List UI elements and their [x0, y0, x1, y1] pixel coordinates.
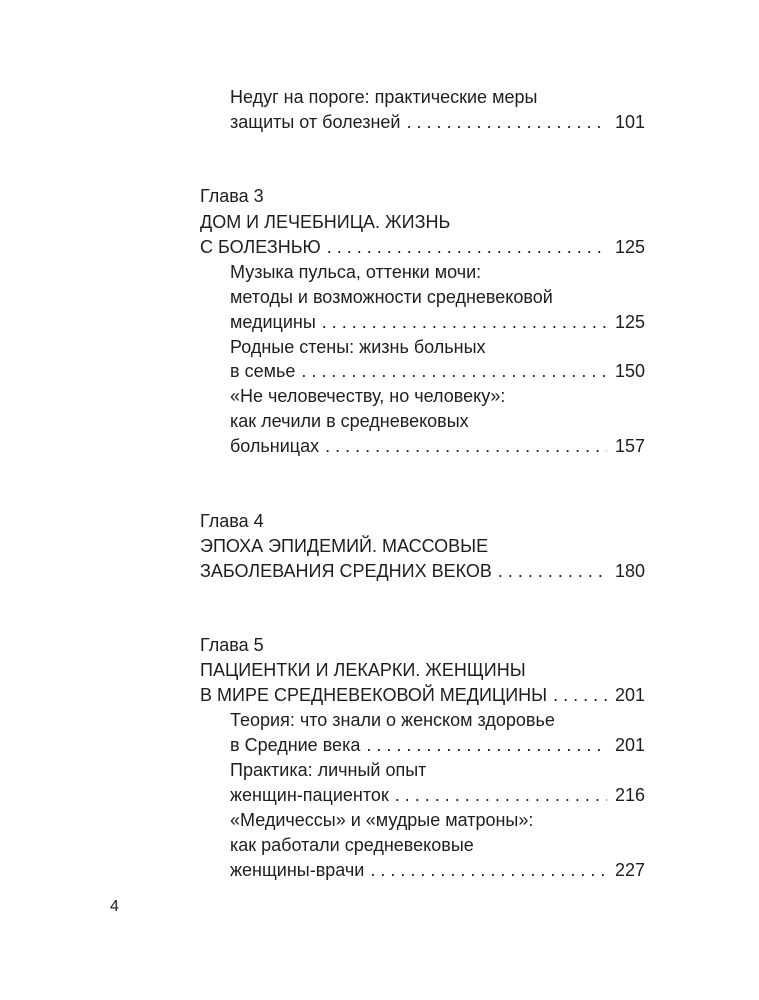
dot-leader [364, 857, 607, 883]
toc-page-number: 157 [614, 436, 645, 456]
toc-entry-text: «Медичессы» и «мудрые матроны»: [230, 810, 534, 830]
toc-entry-text: медицины [230, 312, 316, 332]
chapter-page-number: 201 [614, 685, 645, 705]
chapter-title-text: ЭПОХА ЭПИДЕМИЙ. МАССОВЫЕ [200, 536, 489, 556]
chapter-title-last-line [200, 558, 645, 584]
toc-entry-text: Родные стены: жизнь больных [230, 337, 486, 357]
toc-entry-line [230, 284, 645, 310]
toc-entry-line [230, 334, 645, 360]
toc-entry-line [230, 383, 645, 409]
toc-entry-text: Практика: личный опыт [230, 760, 427, 780]
toc-entry-last-line [230, 782, 645, 808]
toc-entry-text: женщины-врачи [230, 860, 365, 880]
toc-entry-line [230, 707, 645, 733]
toc-entry-last-line [230, 857, 645, 883]
toc-page-number: 227 [614, 860, 645, 880]
toc-page-number: 201 [614, 735, 645, 755]
toc-page-number: 125 [614, 312, 645, 332]
chapter-title-line [200, 533, 645, 559]
toc-entry-line [230, 259, 645, 285]
toc-entry-text: в Средние века [230, 735, 361, 755]
toc-entry-text: Недуг на пороге: практические меры [230, 87, 538, 107]
chapter-title-last-line [200, 682, 645, 708]
toc-entry-text: защиты от болезней [230, 112, 401, 132]
toc-entry-line [230, 807, 645, 833]
toc-entry-last-line [230, 732, 645, 758]
toc-entry-text: в семье [230, 361, 296, 381]
page-folio: 4 [110, 898, 119, 915]
chapter-title-text: С БОЛЕЗНЬЮ [200, 237, 321, 257]
toc-entry-last-line [230, 309, 645, 335]
dot-leader [389, 782, 607, 808]
toc-page-number: 216 [614, 785, 645, 805]
toc-entry-text: Музыка пульса, оттенки мочи: [230, 262, 482, 282]
chapter-label [200, 632, 645, 658]
chapter-label [200, 183, 645, 209]
chapter-title-text: ДОМ И ЛЕЧЕБНИЦА. ЖИЗНЬ [200, 212, 451, 232]
toc-entry-text: методы и возможности средневековой [230, 287, 553, 307]
chapter-label [200, 508, 645, 534]
toc-entry-text: Теория: что знали о женском здоровье [230, 710, 555, 730]
toc-entry-line [230, 408, 645, 434]
chapter-page-number: 180 [614, 561, 645, 581]
dot-leader [547, 682, 607, 708]
toc-entry-text: женщин-пациенток [230, 785, 389, 805]
chapter-title-text: ПАЦИЕНТКИ И ЛЕКАРКИ. ЖЕНЩИНЫ [200, 660, 526, 680]
chapter-label-text: Глава 4 [200, 511, 264, 531]
chapter-title-text: ЗАБОЛЕВАНИЯ СРЕДНИХ ВЕКОВ [200, 561, 492, 581]
chapter-label-text: Глава 3 [200, 186, 264, 206]
toc-entry-text: больницах [230, 436, 320, 456]
toc-entry-last-line [230, 358, 645, 384]
chapter-title-last-line [200, 234, 645, 260]
chapter-title-text: В МИРЕ СРЕДНЕВЕКОВОЙ МЕДИЦИНЫ [200, 685, 548, 705]
dot-leader [321, 234, 607, 260]
toc-page-number: 101 [614, 112, 645, 132]
toc-entry-line [230, 832, 645, 858]
dot-leader [316, 309, 607, 335]
chapter-title-line [200, 657, 645, 683]
chapter-title-line [200, 209, 645, 235]
dot-leader [295, 358, 607, 384]
dot-leader [492, 558, 607, 584]
chapter-label-text: Глава 5 [200, 635, 264, 655]
toc-entry-last-line [230, 433, 645, 459]
toc-entry-last-line [230, 109, 645, 135]
dot-leader [360, 732, 607, 758]
toc-entry-line [230, 84, 645, 110]
dot-leader [319, 433, 607, 459]
toc-entry-text: как работали средневековые [230, 835, 474, 855]
toc-entry-text: «Не человечеству, но человеку»: [230, 386, 506, 406]
dot-leader [400, 109, 606, 135]
toc-entry-text: как лечили в средневековых [230, 411, 469, 431]
toc-page-number: 150 [614, 361, 645, 381]
toc-entry-line [230, 757, 645, 783]
chapter-page-number: 125 [614, 237, 645, 257]
